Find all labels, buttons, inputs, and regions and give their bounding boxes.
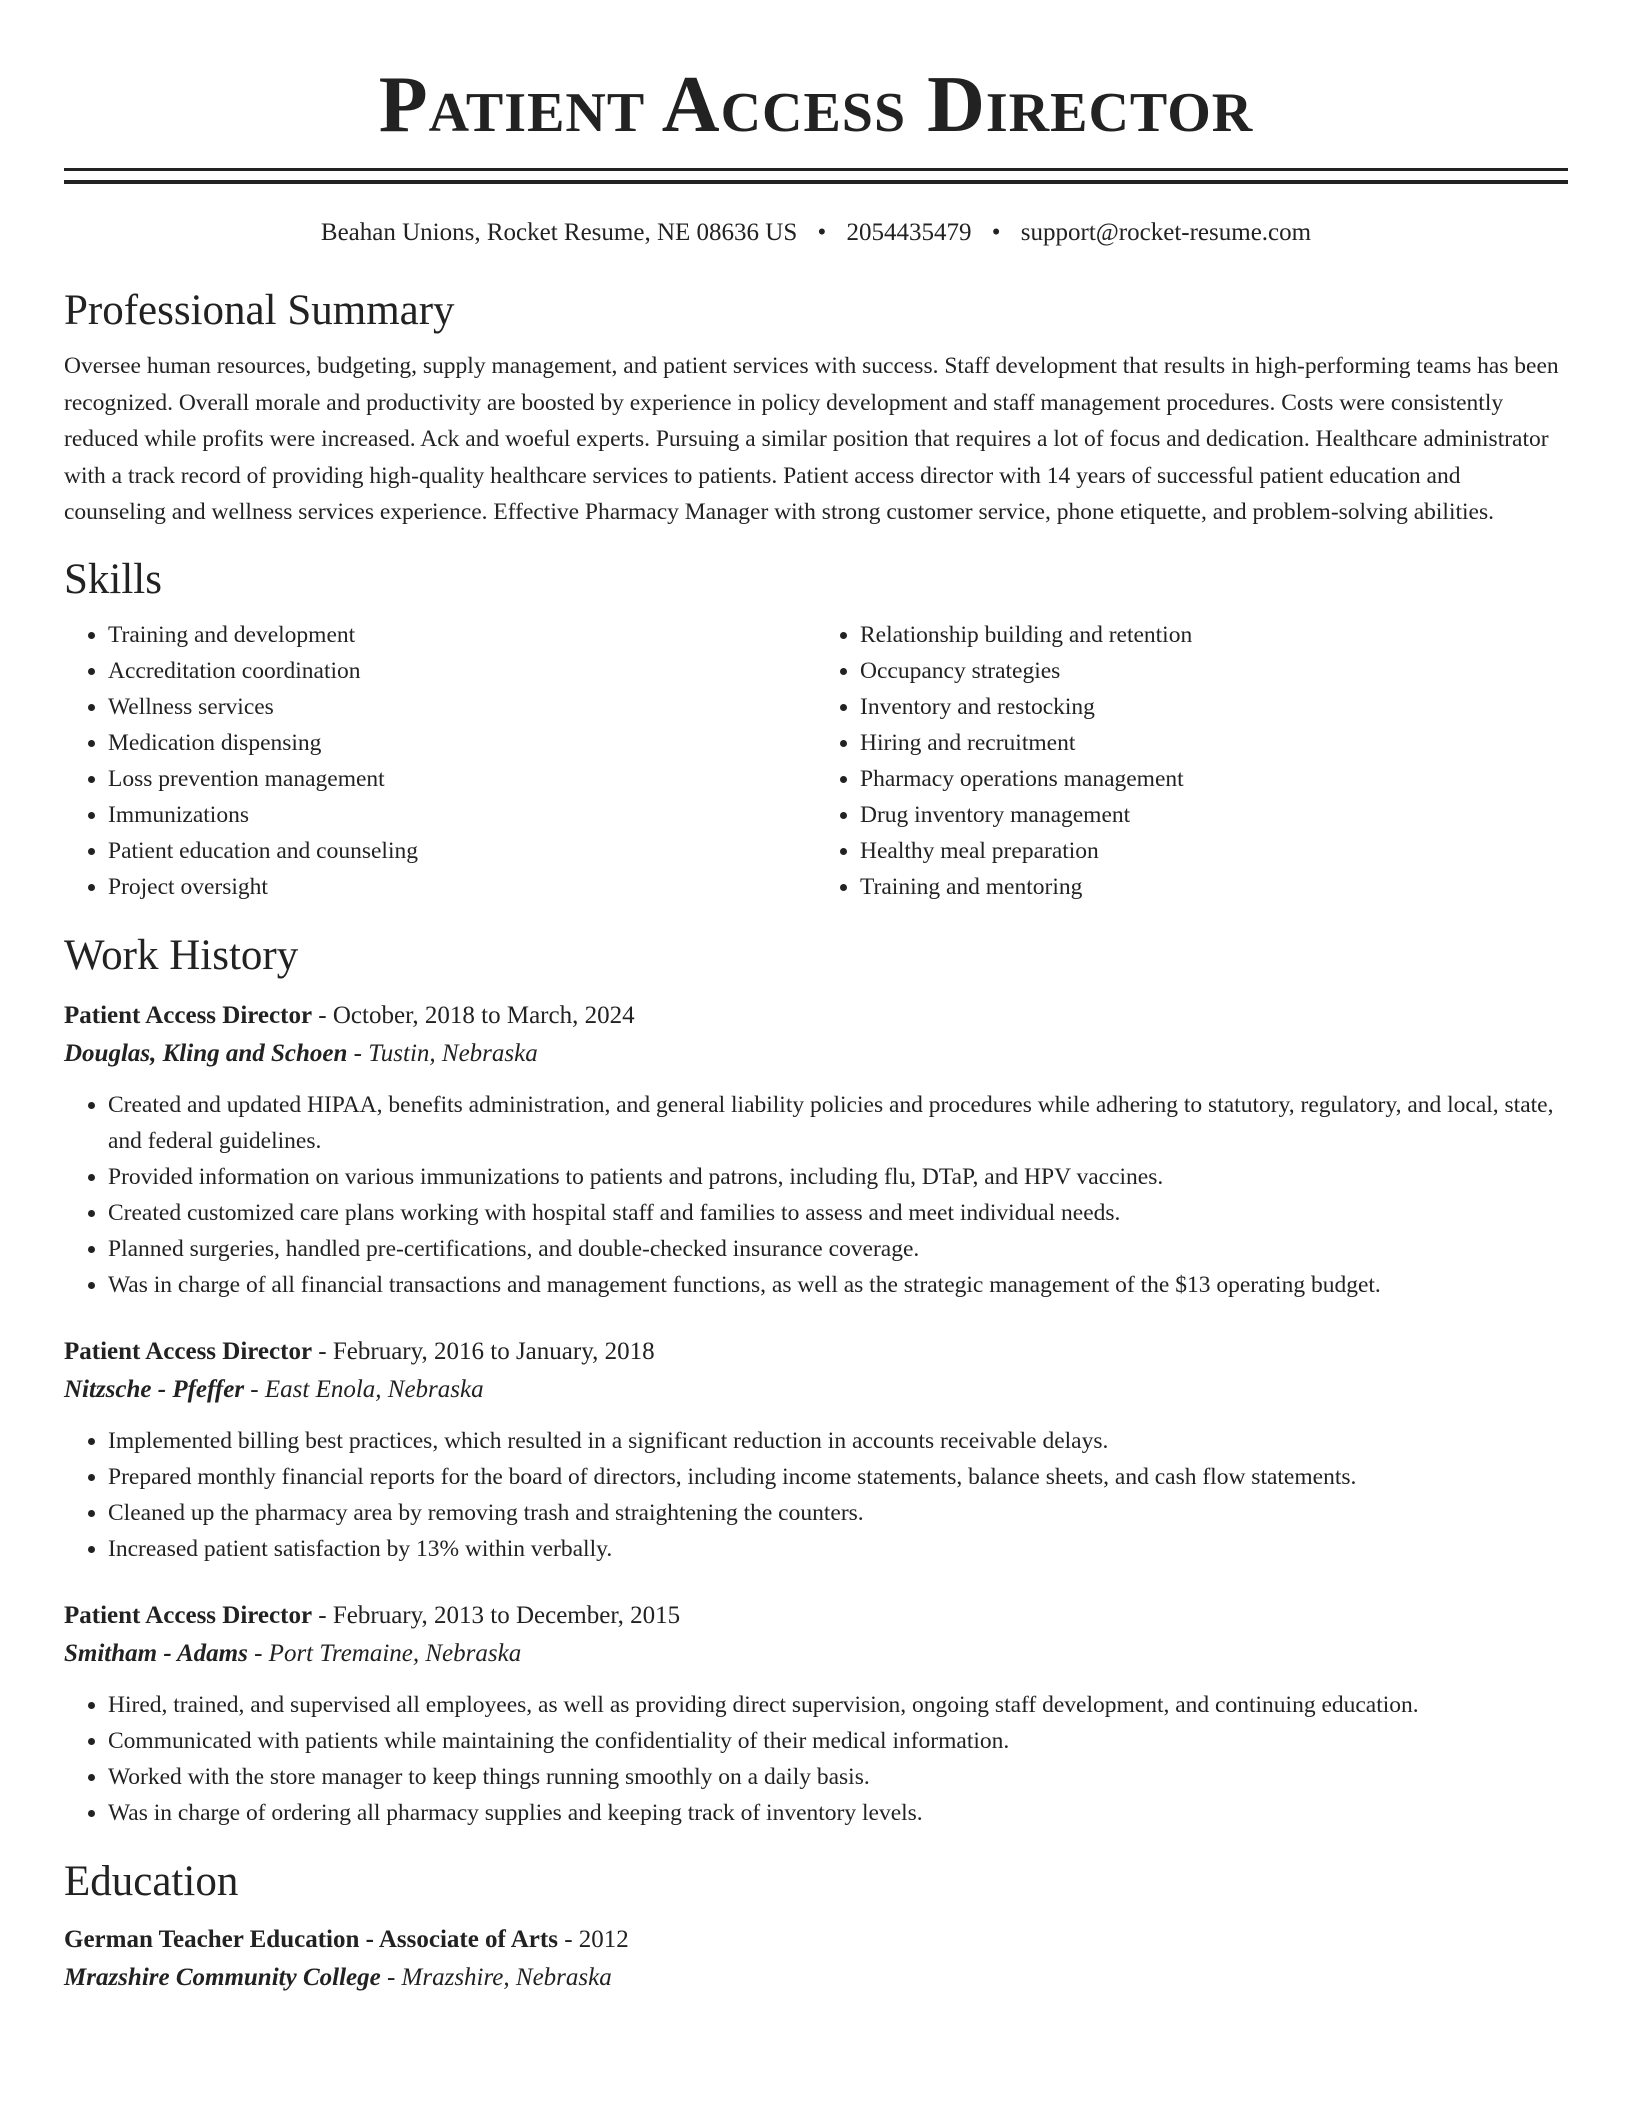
separator-dot: • bbox=[817, 219, 827, 246]
separator-dot: • bbox=[991, 219, 1001, 246]
job-entry bbox=[64, 1333, 1568, 1567]
job-title: Patient Access Director bbox=[64, 1601, 313, 1629]
work-history-heading: Work History bbox=[64, 931, 299, 979]
job-bullet: • Cleaned up the pharmacy area by removing trash and straightening the counters. bbox=[108, 1495, 1568, 1531]
employer-name: Smitham - Adams bbox=[64, 1639, 248, 1667]
job-bullet: • Provided information on various immunizations to patients and patrons, including flu, DTaP, and HPV vaccines. bbox=[108, 1159, 1568, 1195]
job-title-line bbox=[64, 1333, 1568, 1371]
job-bullet: • Prepared monthly financial reports for the board of directors, including income statements, balance sheets, and cash flow statements. bbox=[108, 1459, 1568, 1495]
skill-item: • Wellness services bbox=[108, 689, 816, 725]
skills-column-right bbox=[816, 617, 1568, 905]
skills-column-left bbox=[64, 617, 816, 905]
job-title-line bbox=[64, 997, 1568, 1035]
skill-item: • Healthy meal preparation bbox=[860, 833, 1568, 869]
job-bullet: • Created customized care plans working with hospital staff and families to assess and meet individual needs. bbox=[108, 1195, 1568, 1231]
contact-address: Beahan Unions, Rocket Resume, NE 08636 US bbox=[320, 219, 798, 246]
job-bullet: • Worked with the store manager to keep things running smoothly on a daily basis. bbox=[108, 1759, 1568, 1795]
job-bullet: • Planned surgeries, handled pre-certifications, and double-checked insurance coverage. bbox=[108, 1231, 1568, 1267]
job-title: Patient Access Director bbox=[64, 1337, 313, 1365]
job-title-line bbox=[64, 1597, 1568, 1635]
skill-item: • Training and mentoring bbox=[860, 869, 1568, 905]
skills-heading: Skills bbox=[64, 555, 162, 603]
school-line bbox=[64, 1959, 1568, 1997]
skill-item: • Accreditation coordination bbox=[108, 653, 816, 689]
job-entry bbox=[64, 1597, 1568, 1831]
education-entry bbox=[64, 1921, 1568, 1997]
school-location: - Mrazshire, Nebraska bbox=[380, 1963, 612, 1991]
employer-location: - Port Tremaine, Nebraska bbox=[247, 1639, 522, 1667]
job-dates: - October, 2018 to March, 2024 bbox=[312, 1001, 635, 1029]
employer-line bbox=[64, 1371, 1568, 1409]
summary-heading: Professional Summary bbox=[64, 287, 455, 334]
employer-location: - East Enola, Nebraska bbox=[244, 1375, 484, 1403]
job-bullet: • Increased patient satisfaction by 13% within verbally. bbox=[108, 1531, 1568, 1567]
graduation-year: - 2012 bbox=[557, 1925, 629, 1953]
employer-line bbox=[64, 1635, 1568, 1673]
job-dates: - February, 2013 to December, 2015 bbox=[312, 1601, 681, 1629]
job-dates: - February, 2016 to January, 2018 bbox=[312, 1337, 655, 1365]
skill-item: • Patient education and counseling bbox=[108, 833, 816, 869]
employer-location: - Tustin, Nebraska bbox=[347, 1039, 538, 1067]
skill-item: • Drug inventory management bbox=[860, 797, 1568, 833]
resume-page bbox=[64, 0, 1568, 1997]
job-bullet: • Was in charge of all financial transactions and management functions, as well as the strategic management of the $13 operating budget. bbox=[108, 1267, 1568, 1303]
job-entry bbox=[64, 997, 1568, 1303]
skill-item: • Hiring and recruitment bbox=[860, 725, 1568, 761]
contact-line bbox=[64, 216, 1568, 250]
skill-item: • Loss prevention management bbox=[108, 761, 816, 797]
job-bullet: • Hired, trained, and supervised all employees, as well as providing direct supervision, ongoing staff development, and continuing education. bbox=[108, 1687, 1568, 1723]
job-bullet: • Created and updated HIPAA, benefits administration, and general liability policies and procedures while adhering to statutory, regulatory, and local, state, and federal guidelines. bbox=[108, 1087, 1568, 1159]
school-name: Mrazshire Community College bbox=[64, 1963, 381, 1991]
employer-line bbox=[64, 1035, 1568, 1073]
job-bullet: • Communicated with patients while maintaining the confidentiality of their medical information. bbox=[108, 1723, 1568, 1759]
title-divider bbox=[64, 168, 1568, 184]
contact-phone: 2054435479 bbox=[846, 219, 972, 246]
skill-item: • Pharmacy operations management bbox=[860, 761, 1568, 797]
degree-line bbox=[64, 1921, 1568, 1959]
skills-list bbox=[64, 617, 1568, 905]
job-bullet: • Implemented billing best practices, which resulted in a significant reduction in accounts receivable delays. bbox=[108, 1423, 1568, 1459]
skill-item: • Immunizations bbox=[108, 797, 816, 833]
education-heading: Education bbox=[64, 1857, 239, 1905]
skill-item: • Project oversight bbox=[108, 869, 816, 905]
job-title: Patient Access Director bbox=[64, 1001, 313, 1029]
employer-name: Nitzsche - Pfeffer bbox=[64, 1375, 245, 1403]
job-bullets bbox=[64, 1087, 1568, 1303]
degree: German Teacher Education - Associate of Arts bbox=[64, 1925, 558, 1953]
job-bullet: • Was in charge of ordering all pharmacy supplies and keeping track of inventory levels. bbox=[108, 1795, 1568, 1831]
employer-name: Douglas, Kling and Schoen bbox=[64, 1039, 348, 1067]
resume-title: Patient Access Director bbox=[378, 61, 1254, 149]
skill-item: • Inventory and restocking bbox=[860, 689, 1568, 725]
contact-email: support@rocket-resume.com bbox=[1020, 219, 1312, 246]
job-bullets bbox=[64, 1687, 1568, 1831]
summary-text: Oversee human resources, budgeting, supply management, and patient services with success. Staff development that results in high-performing teams has been recognized. Overall morale and productivity are boosted by experience in policy development and staff management procedures. Costs were consistently reduced while profits were increased. Ack and woeful experts. Pursuing a similar position that requires a lot of focus and dedication. Healthcare administrator with a track record of providing high-quality healthcare services to patients. Patient access director with 14 years of successful patient education and counseling and wellness services experience. Effective Pharmacy Manager with strong customer service, phone etiquette, and problem-solving abilities. bbox=[64, 353, 1559, 525]
skill-item: • Medication dispensing bbox=[108, 725, 816, 761]
skill-item: • Occupancy strategies bbox=[860, 653, 1568, 689]
skill-item: • Training and development bbox=[108, 617, 816, 653]
skill-item: • Relationship building and retention bbox=[860, 617, 1568, 653]
job-bullets bbox=[64, 1423, 1568, 1567]
